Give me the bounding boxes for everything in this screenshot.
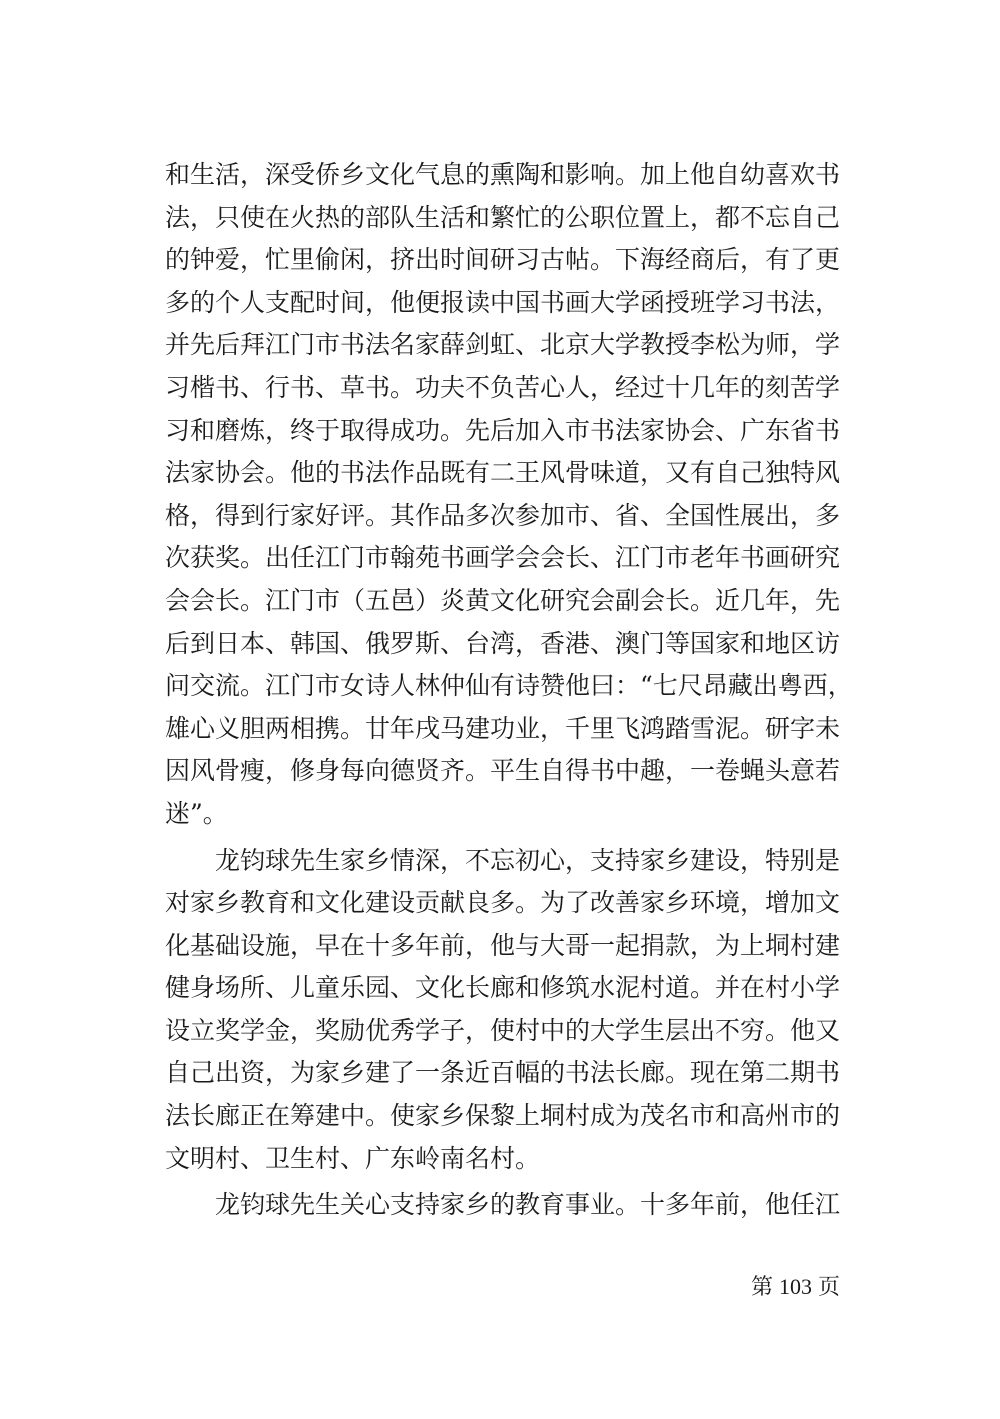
text-line: 的钟爱，忙里偷闲，挤出时间研习古帖。下海经商后，有了更 — [165, 245, 841, 275]
text-line: 习楷书、行书、草书。功夫不负苦心人，经过十几年的刻苦学 — [165, 372, 841, 402]
text-line: 后到日本、韩国、俄罗斯、台湾，香港、澳门等国家和地区访 — [165, 628, 841, 658]
page-number — [740, 1272, 840, 1303]
text-line: 龙钧球先生关心支持家乡的教育事业。十多年前，他任江 — [215, 1190, 841, 1220]
paragraph — [165, 154, 853, 836]
page-number-suffix: 页 — [817, 1275, 840, 1300]
text-line: 文明村、卫生村、广东岭南名村。 — [165, 1143, 541, 1173]
text-line: 格，得到行家好评。其作品多次参加市、省、全国性展出，多 — [165, 500, 841, 530]
text-line: 多的个人支配时间，他便报读中国书画大学函授班学习书法， — [165, 287, 841, 317]
text-line: 会会长。江门市（五邑）炎黄文化研究会副会长。近几年，先 — [165, 585, 841, 615]
text-line: 法，只使在火热的部队生活和繁忙的公职位置上，都不忘自己 — [165, 202, 841, 232]
text-line: 雄心义胆两相携。廿年戌马建功业，千里飞鸿踏雪泥。研字未 — [165, 713, 841, 743]
text-line: 龙钧球先生家乡情深，不忘初心，支持家乡建设，特别是 — [215, 845, 841, 875]
paragraph — [165, 840, 840, 1181]
text-line: 法长廊正在筹建中。使家乡保黎上垌村成为茂名市和高州市的 — [165, 1101, 841, 1131]
text-line: 迷”。 — [165, 798, 228, 828]
text-line: 自己出资，为家乡建了一条近百幅的书法长廊。现在第二期书 — [165, 1058, 841, 1088]
body-text — [165, 154, 853, 1227]
page-number-value: 103 — [778, 1274, 812, 1299]
text-line: 对家乡教育和文化建设贡献良多。为了改善家乡环境，增加文 — [165, 888, 841, 918]
text-line: 设立奖学金，奖励优秀学子，使村中的大学生层出不穷。他又 — [165, 1015, 841, 1045]
paragraph — [165, 1184, 840, 1227]
page-number-prefix: 第 — [750, 1275, 773, 1300]
text-line: 习和磨炼，终于取得成功。先后加入市书法家协会、广东省书 — [165, 415, 841, 445]
text-line: 健身场所、儿童乐园、文化长廊和修筑水泥村道。并在村小学 — [165, 973, 841, 1003]
text-line: 次获奖。出任江门市翰苑书画学会会长、江门市老年书画研究 — [165, 543, 841, 573]
text-line: 化基础设施，早在十多年前，他与大哥一起捐款，为上垌村建 — [165, 930, 841, 960]
text-line: 因风骨瘦，修身每向德贤齐。平生自得书中趣，一卷蝇头意若 — [165, 756, 841, 786]
text-line: 问交流。江门市女诗人林仲仙有诗赞他曰：“七尺昂藏出粤西， — [165, 671, 853, 701]
text-line: 并先后拜江门市书法名家薛剑虹、北京大学教授李松为师，学 — [165, 330, 841, 360]
text-line: 法家协会。他的书法作品既有二王风骨味道，又有自己独特风 — [165, 458, 841, 488]
text-line: 和生活，深受侨乡文化气息的熏陶和影响。加上他自幼喜欢书 — [165, 160, 841, 189]
